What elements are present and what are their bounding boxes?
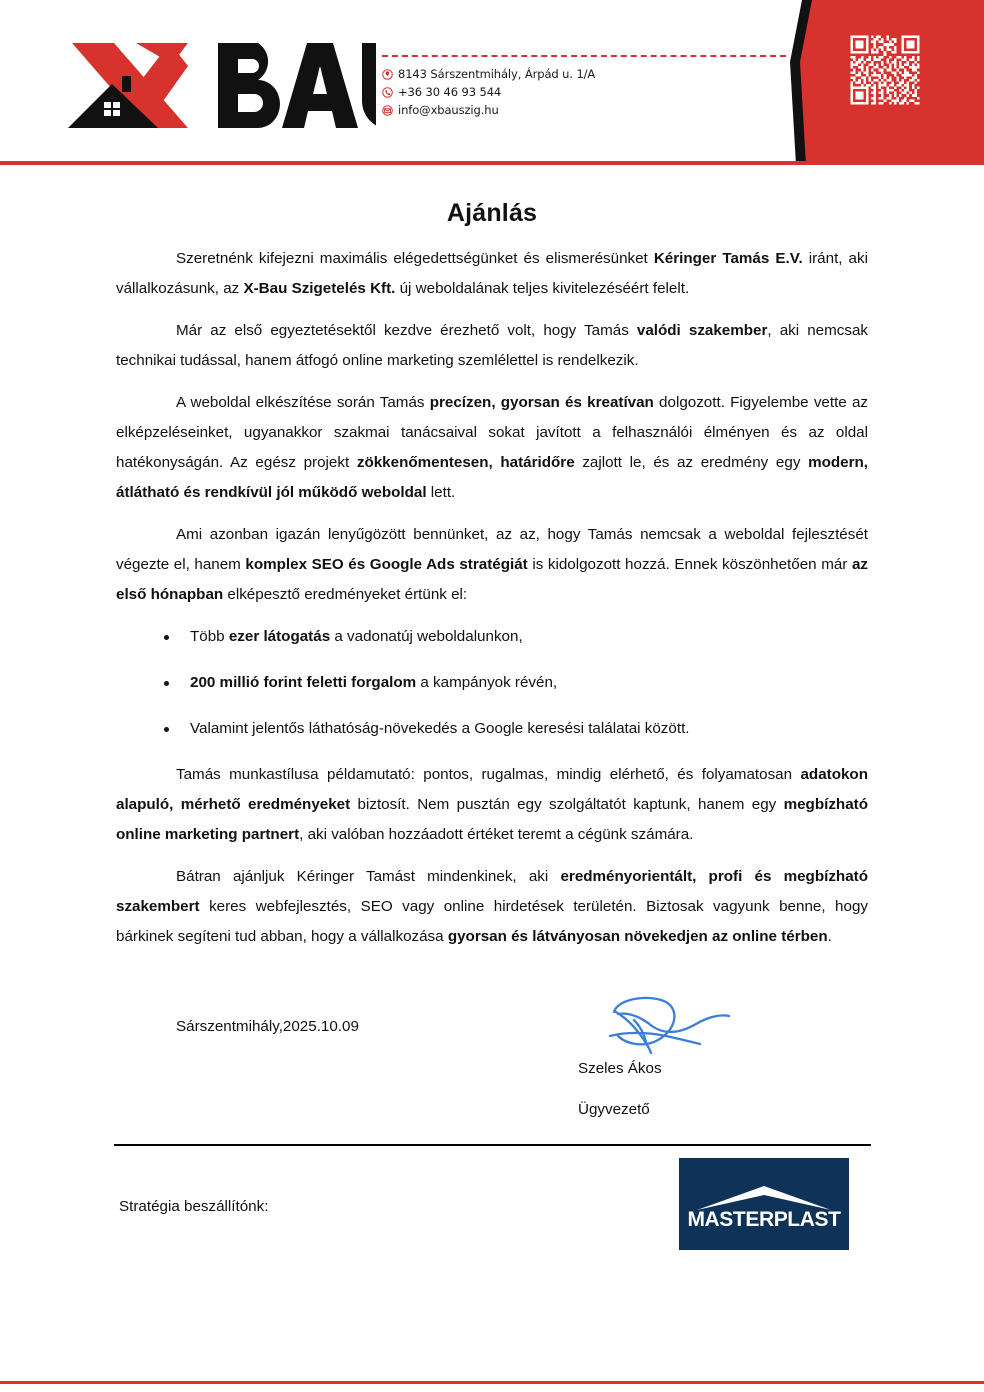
list-item: 200 millió forint feletti forgalom a kampányok révén,: [116, 668, 868, 698]
signer-name: Szeles Ákos: [578, 1060, 662, 1077]
contact-row-address: [382, 66, 802, 82]
paragraph: Már az első egyeztetésektől kezdve érezhető volt, hogy Tamás valódi szakember, aki nemcsak technikai tudással, hanem átfogó online marketing szemlélettel is rendelkezik.: [116, 322, 868, 369]
paragraph: Tamás munkastílusa példamutató: pontos, rugalmas, mindig elérhető, és folyamatosan adatokon alapuló, mérhető eredményeket biztosít. Nem pusztán egy szolgáltatót kaptunk, hanem egy megbízható online marketing partnert, aki valóban hozzáadott értéket teremt a cégünk számára.: [116, 766, 868, 843]
x-house-logo-icon: [66, 32, 376, 136]
signature-block: [576, 992, 836, 1118]
paragraph: A weboldal elkészítése során Tamás precízen, gyorsan és kreatívan dolgozott. Figyelembe vette az elképzeléseinket, ugyanakkor szakmai tanácsaival sokat javított a felhasználói élményen és az oldal hatékonyságán. Az egész projekt zökkenőmentesen, határidőre zajlott le, és az eredmény egy modern, átlátható és rendkívül jól működő weboldal lett.: [116, 394, 868, 501]
place-date: Sárszentmihály,2025.10.09: [176, 1018, 359, 1035]
results-bullet-list: [116, 622, 868, 744]
signer-role: Ügyvezető: [578, 1101, 650, 1118]
paragraph: Szeretnénk kifejezni maximális elégedettségünket és elismerésünket Kéringer Tamás E.V. iránt, aki vállalkozásunk, az X-Bau Szigetelés Kft. új weboldalának teljes kivitelezéséért felelt.: [116, 250, 868, 297]
paragraph-group-top: [116, 244, 868, 610]
contact-row-email: [382, 102, 802, 118]
page-title: Ajánlás: [446, 199, 538, 227]
signature-area: [116, 992, 868, 1142]
paragraph-group-bottom: [116, 760, 868, 952]
phone-icon: [382, 87, 393, 98]
supplier-label: Stratégia beszállítónk:: [119, 1198, 269, 1215]
contact-address-text: 8143 Sárszentmihály, Árpád u. 1/A: [398, 67, 596, 81]
svg-text:MASTERPLAST: MASTERPLAST: [687, 1208, 841, 1231]
handwritten-signature: [596, 992, 746, 1054]
letter-content: [116, 228, 868, 952]
qr-code-icon: [848, 33, 922, 107]
footer-area: [116, 1146, 868, 1286]
list-item: Több ezer látogatás a vadonatúj weboldalunkon,: [116, 622, 868, 652]
header-contact-block: [382, 55, 802, 120]
contact-phone-text: +36 30 46 93 544: [398, 85, 502, 99]
email-icon: [382, 105, 393, 116]
paragraph: Ami azonban igazán lenyűgözött bennünket, az az, hogy Tamás nemcsak a weboldal fejlesztését végezte el, hanem komplex SEO és Google Ads stratégiát is kidolgozott hozzá. Ennek köszönhetően már az első hónapban elképesztő eredményeket értünk el:: [116, 526, 868, 603]
dashed-divider: [382, 55, 786, 57]
header-bottom-rule: [0, 161, 984, 165]
list-item: Valamint jelentős láthatóság-növekedés a Google keresési találatai között.: [116, 714, 868, 744]
qr-code: [848, 33, 922, 107]
xbau-logo: [66, 32, 376, 136]
contact-email-text: info@xbauszig.hu: [398, 103, 499, 117]
letterhead-header: [0, 0, 984, 168]
location-pin-icon: [382, 69, 393, 80]
page-bottom-rule: [0, 1381, 984, 1384]
document-body: [0, 168, 984, 1286]
contact-row-phone: [382, 84, 802, 100]
masterplast-logo-icon: [679, 1158, 849, 1250]
paragraph: Bátran ajánljuk Kéringer Tamást mindenkinek, aki eredményorientált, profi és megbízható szakembert keres webfejlesztés, SEO vagy online hirdetések területén. Biztosak vagyunk benne, hogy bárkinek segíteni tud abban, hogy a vállalkozása gyorsan és látványosan növekedjen az online térben.: [116, 868, 868, 945]
masterplast-logo: [679, 1158, 849, 1250]
